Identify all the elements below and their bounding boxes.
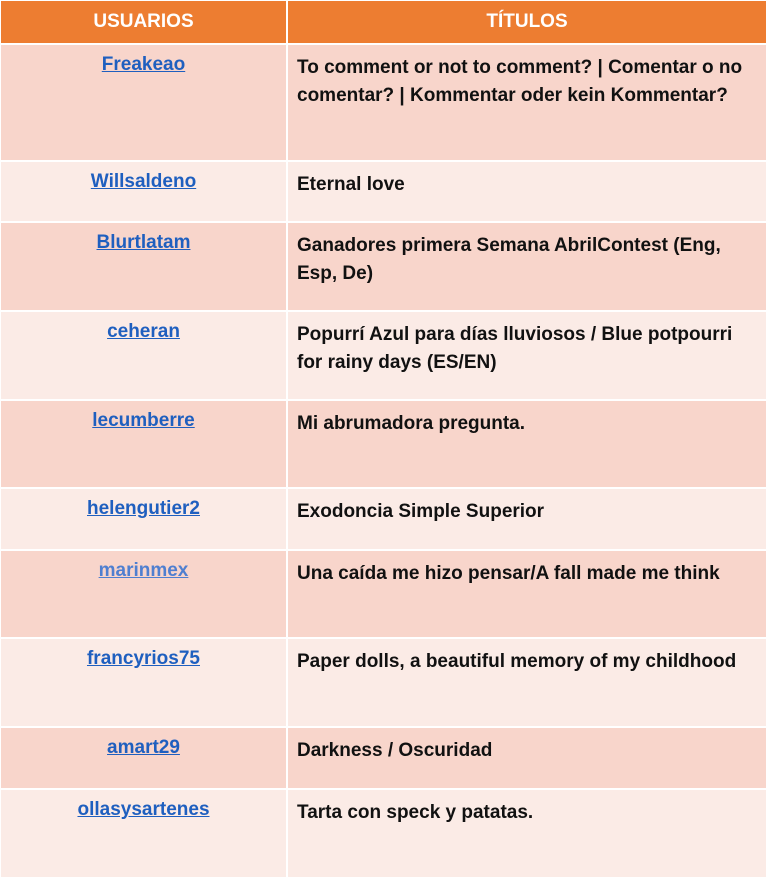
title-cell: Darkness / Oscuridad: [288, 728, 766, 790]
header-titles: TÍTULOS: [288, 1, 766, 45]
user-cell: [1, 223, 288, 312]
table-row: [1, 45, 766, 162]
user-link[interactable]: marinmex: [98, 560, 189, 581]
user-cell: [1, 162, 288, 223]
user-link[interactable]: ollasysartenes: [77, 799, 210, 820]
user-link[interactable]: amart29: [107, 737, 180, 758]
title-cell: Exodoncia Simple Superior: [288, 489, 766, 551]
user-cell: [1, 489, 288, 551]
users-titles-table: [1, 1, 766, 879]
title-cell: Paper dolls, a beautiful memory of my childhood: [288, 639, 766, 728]
table-row: [1, 312, 766, 401]
user-cell: [1, 639, 288, 728]
title-cell: To comment or not to comment? | Comentar o no comentar? | Kommentar oder kein Kommentar?: [288, 45, 766, 162]
title-cell: Una caída me hizo pensar/A fall made me think: [288, 551, 766, 639]
user-link[interactable]: Blurtlatam: [96, 232, 191, 253]
user-link[interactable]: lecumberre: [92, 410, 195, 431]
table-row: [1, 551, 766, 639]
title-cell: Mi abrumadora pregunta.: [288, 401, 766, 489]
user-cell: [1, 728, 288, 790]
table-row: [1, 162, 766, 223]
user-cell: [1, 551, 288, 639]
title-cell: Eternal love: [288, 162, 766, 223]
user-link[interactable]: helengutier2: [87, 498, 200, 519]
table-row: [1, 223, 766, 312]
table-row: [1, 790, 766, 879]
title-cell: Popurrí Azul para días lluviosos / Blue potpourri for rainy days (ES/EN): [288, 312, 766, 401]
table-row: [1, 401, 766, 489]
user-cell: [1, 401, 288, 489]
title-cell: Ganadores primera Semana AbrilContest (Eng, Esp, De): [288, 223, 766, 312]
user-link[interactable]: Freakeao: [101, 54, 186, 75]
user-link[interactable]: Willsaldeno: [90, 171, 197, 192]
table-row: [1, 489, 766, 551]
title-cell: Tarta con speck y patatas.: [288, 790, 766, 879]
user-cell: [1, 790, 288, 879]
table-row: [1, 728, 766, 790]
user-link[interactable]: francyrios75: [86, 648, 200, 669]
header-users: USUARIOS: [1, 1, 288, 45]
user-cell: [1, 45, 288, 162]
header-row: [1, 1, 766, 45]
table-row: [1, 639, 766, 728]
user-link[interactable]: ceheran: [107, 321, 180, 342]
user-cell: [1, 312, 288, 401]
